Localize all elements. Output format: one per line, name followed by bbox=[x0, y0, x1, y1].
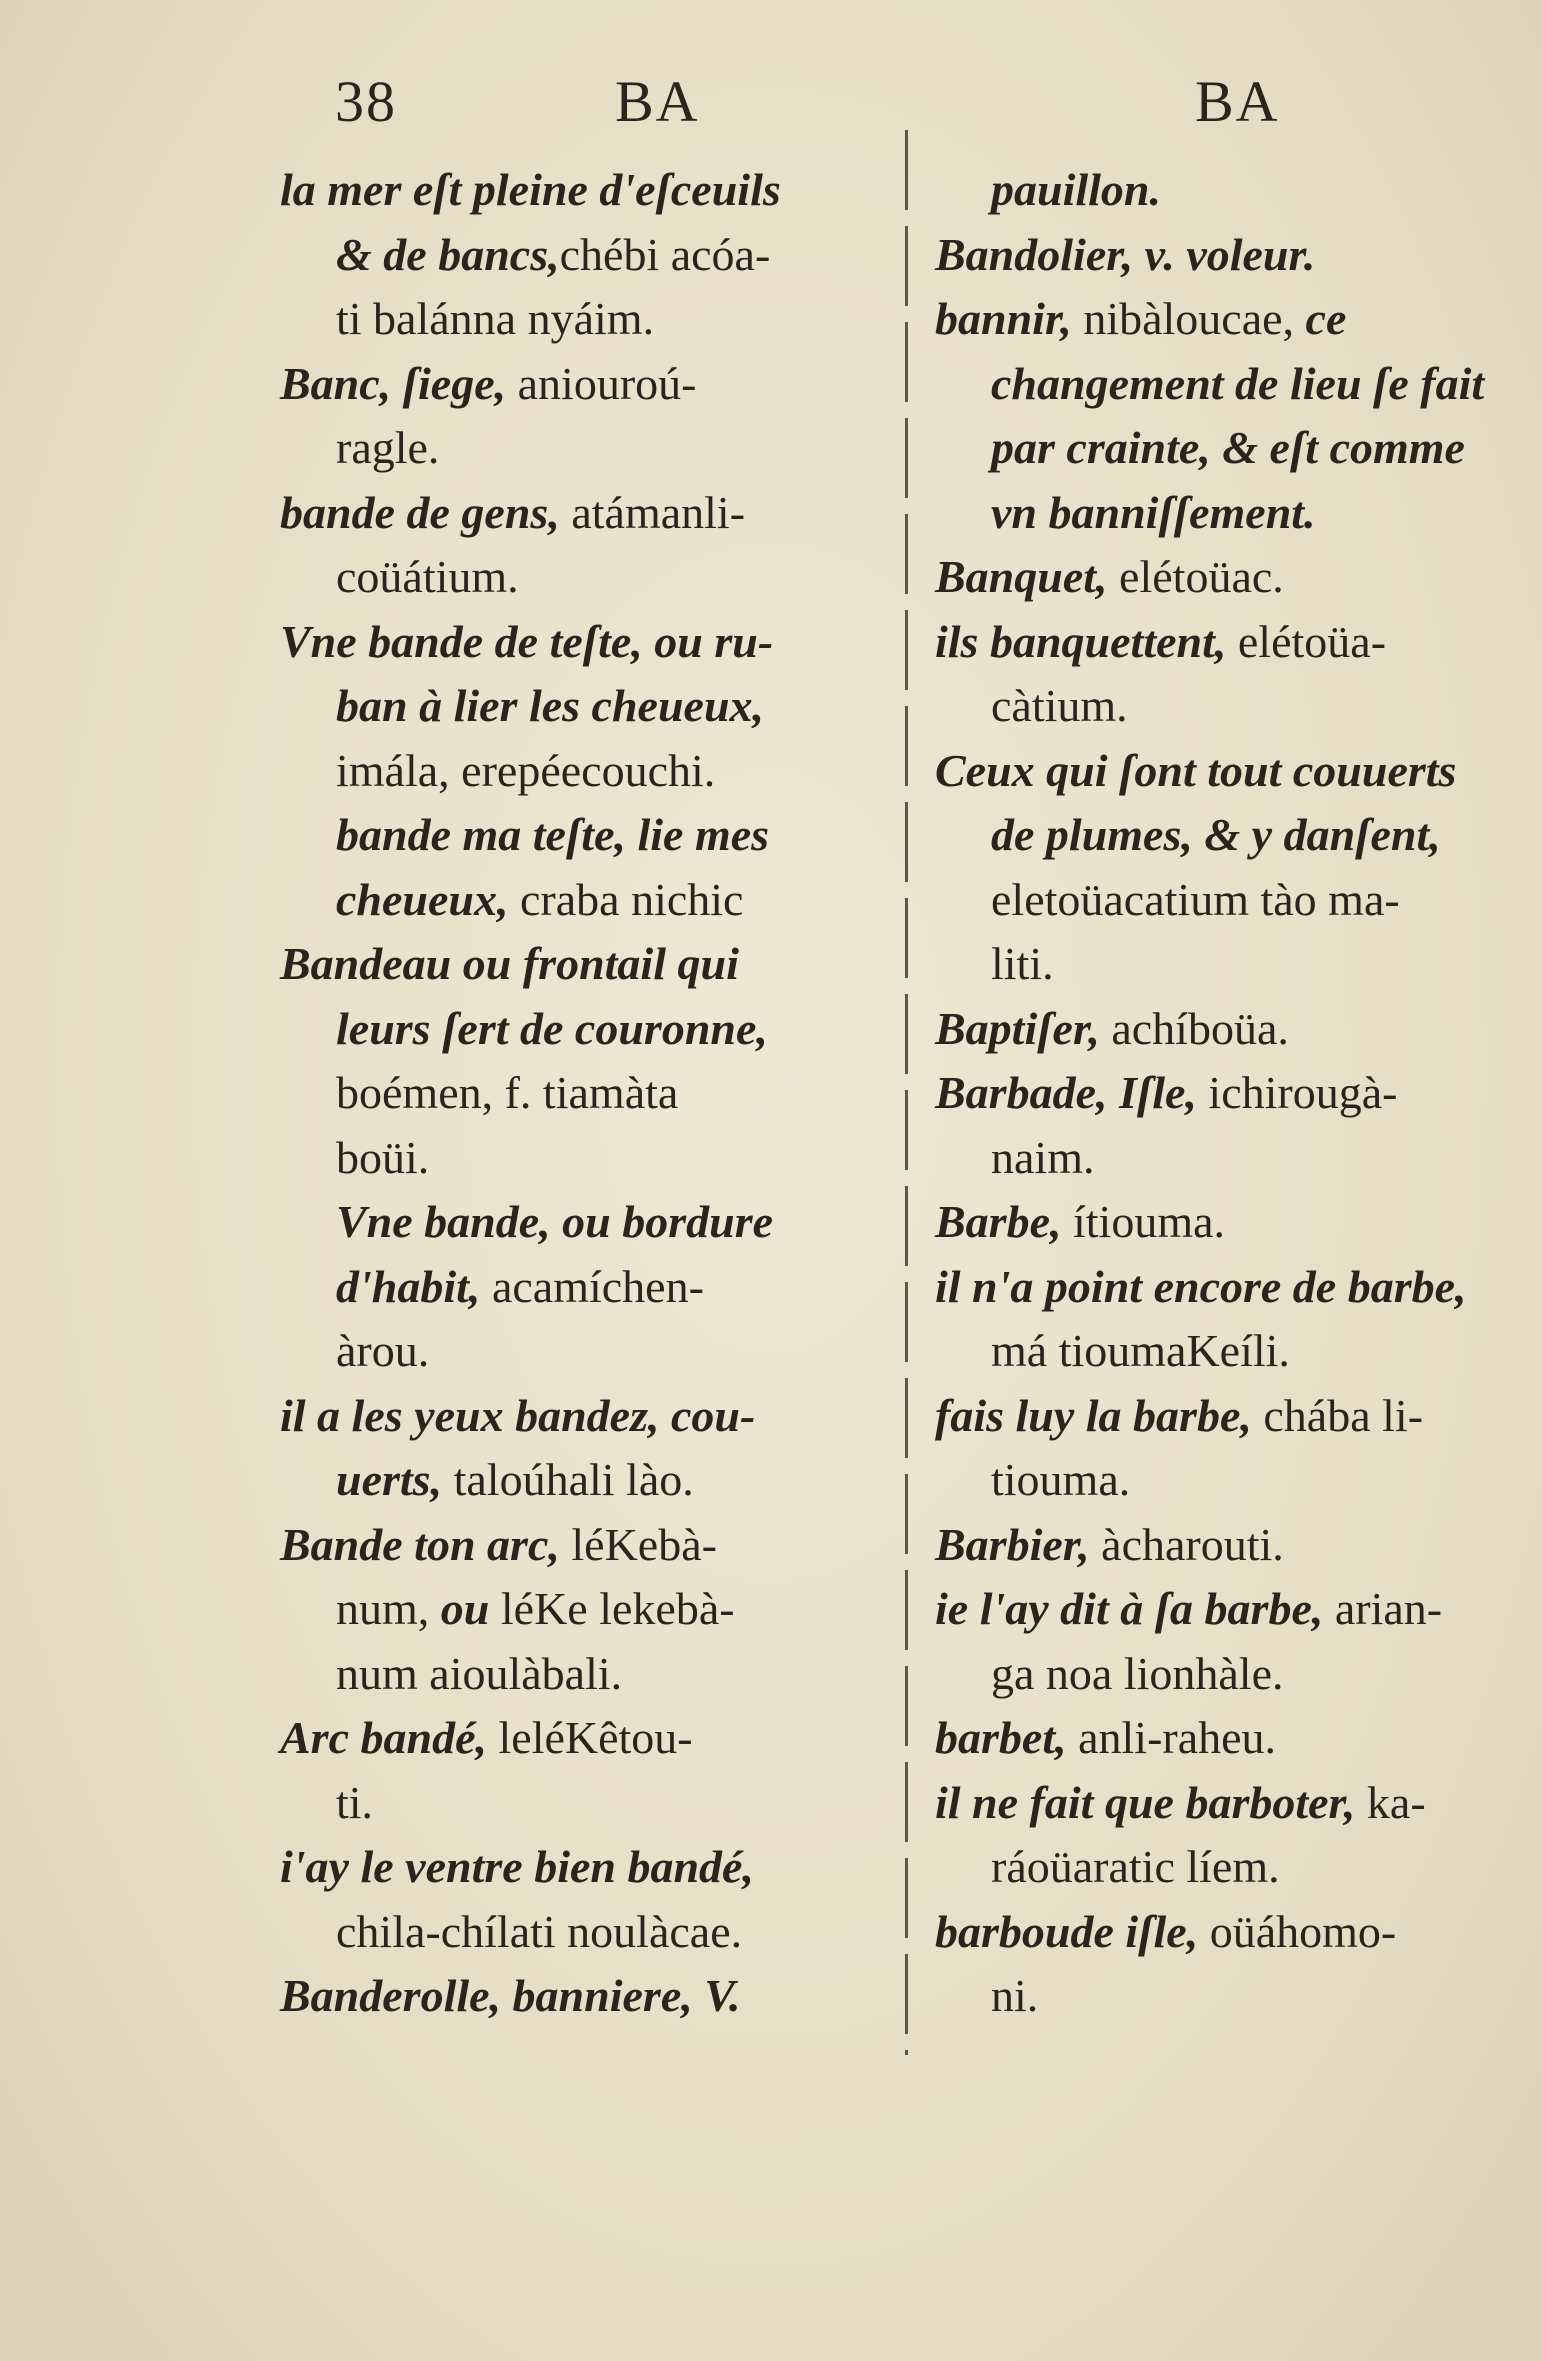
left-column-line bbox=[280, 287, 890, 352]
carib-text: chába li- bbox=[1263, 1389, 1424, 1441]
left-column-line bbox=[280, 739, 890, 804]
french-text: Bandolier, v. voleur. bbox=[935, 228, 1316, 280]
right-column-line bbox=[935, 610, 1495, 675]
carib-text: nibàloucae, bbox=[1083, 293, 1306, 344]
left-column-line bbox=[280, 416, 890, 481]
carib-text: imála, erepéecouchi. bbox=[336, 744, 716, 796]
right-column-line bbox=[935, 1642, 1495, 1707]
left-column-line bbox=[280, 1642, 890, 1707]
right-column-line bbox=[935, 803, 1495, 868]
right-column-line bbox=[935, 868, 1495, 933]
right-column-line bbox=[935, 352, 1495, 417]
left-column-line bbox=[280, 1513, 890, 1578]
left-column-line bbox=[280, 1964, 890, 2029]
right-column bbox=[935, 158, 1495, 2029]
left-column-line bbox=[280, 352, 890, 417]
french-text: barboude iſle, bbox=[935, 1905, 1210, 1957]
right-column-line bbox=[935, 1255, 1495, 1320]
french-text: bande ma teſte, lie mes bbox=[336, 809, 770, 860]
left-column-line bbox=[280, 803, 890, 868]
french-text: ce bbox=[1305, 293, 1347, 344]
left-column bbox=[280, 158, 890, 2029]
left-column-line bbox=[280, 1061, 890, 1126]
french-text: bannir, bbox=[935, 293, 1084, 344]
carib-text: ráoüaratic líem. bbox=[991, 1841, 1280, 1892]
french-text: Banquet, bbox=[935, 551, 1120, 602]
left-column-line bbox=[280, 1706, 890, 1771]
french-text: & de bancs, bbox=[336, 228, 560, 280]
left-column-line bbox=[280, 1577, 890, 1642]
french-text: par crainte, & eſt comme bbox=[991, 422, 1465, 473]
right-column-line bbox=[935, 223, 1495, 288]
right-column-line bbox=[935, 1061, 1495, 1126]
french-text: barbet, bbox=[935, 1712, 1079, 1763]
left-column-line bbox=[280, 610, 890, 675]
carib-text: tiouma. bbox=[991, 1454, 1131, 1505]
right-column-line bbox=[935, 1771, 1495, 1836]
french-text: vn banniſſement. bbox=[991, 486, 1316, 538]
carib-text: coüátium. bbox=[336, 551, 519, 602]
carib-text: boémen, f. tiamàta bbox=[336, 1067, 679, 1118]
left-column-line bbox=[280, 1835, 890, 1900]
right-column-head: BA bbox=[1195, 69, 1280, 134]
right-column-line bbox=[935, 481, 1495, 546]
french-text: la mer eſt pleine d'eſceuils bbox=[280, 164, 781, 215]
left-column-line bbox=[280, 674, 890, 739]
column-divider bbox=[905, 130, 908, 2055]
right-column-line bbox=[935, 1706, 1495, 1771]
carib-text: má tioumaKeíli. bbox=[991, 1325, 1290, 1376]
left-column-line bbox=[280, 158, 890, 223]
french-text: Bandeau ou frontail qui bbox=[280, 938, 739, 989]
french-text: d'habit, bbox=[336, 1260, 492, 1312]
carib-text: ti balánna nyáim. bbox=[336, 293, 655, 344]
left-column-line bbox=[280, 1126, 890, 1191]
french-text: changement de lieu ſe fait bbox=[991, 357, 1485, 409]
french-text: Bande ton arc, bbox=[280, 1518, 572, 1570]
left-column-line bbox=[280, 1255, 890, 1320]
french-text: ou bbox=[440, 1583, 501, 1634]
french-text: il a les yeux bandez, cou- bbox=[280, 1389, 756, 1441]
left-column-line bbox=[280, 1319, 890, 1384]
right-column-line bbox=[935, 1577, 1495, 1642]
carib-text: leléKêtou- bbox=[498, 1712, 693, 1763]
right-column-line bbox=[935, 158, 1495, 223]
french-text: ie l'ay dit à ſa barbe, bbox=[935, 1583, 1335, 1634]
carib-text: num aioulàbali. bbox=[336, 1647, 623, 1699]
carib-text: anli-raheu. bbox=[1078, 1712, 1277, 1763]
right-column-line bbox=[935, 287, 1495, 352]
carib-text: àcharouti. bbox=[1101, 1518, 1284, 1570]
french-text: uerts, bbox=[336, 1454, 454, 1505]
french-text: Barbier, bbox=[935, 1518, 1102, 1570]
french-text: Barbade, Iſle, bbox=[935, 1067, 1209, 1118]
left-column-line bbox=[280, 1448, 890, 1513]
right-column-line bbox=[935, 1190, 1495, 1255]
french-text: fais luy la barbe, bbox=[935, 1389, 1264, 1441]
left-column-line bbox=[280, 481, 890, 546]
right-column-line bbox=[935, 416, 1495, 481]
french-text: pauillon. bbox=[991, 164, 1162, 215]
right-column-line bbox=[935, 1835, 1495, 1900]
left-column-line bbox=[280, 1384, 890, 1449]
left-column-line bbox=[280, 1190, 890, 1255]
page-number: 38 bbox=[335, 69, 397, 134]
right-column-line bbox=[935, 1126, 1495, 1191]
carib-text: léKebà- bbox=[571, 1518, 717, 1570]
french-text: Ceux qui ſont tout couuerts bbox=[935, 744, 1457, 796]
carib-text: léKe lekebà- bbox=[500, 1583, 735, 1634]
carib-text: ti. bbox=[336, 1776, 374, 1828]
french-text: Arc bandé, bbox=[280, 1712, 499, 1763]
carib-text: elétoüa- bbox=[1237, 615, 1387, 667]
right-column-line bbox=[935, 545, 1495, 610]
french-text: bande de gens, bbox=[280, 486, 572, 538]
carib-text: ítiouma. bbox=[1073, 1196, 1226, 1247]
right-column-line bbox=[935, 1448, 1495, 1513]
right-column-line bbox=[935, 997, 1495, 1062]
right-column-line bbox=[935, 674, 1495, 739]
left-column-line bbox=[280, 1771, 890, 1836]
carib-text: ichirougà- bbox=[1208, 1067, 1398, 1118]
carib-text: chila-chílati noulàcae. bbox=[336, 1905, 743, 1957]
french-text: Banc, ſiege, bbox=[280, 357, 518, 409]
right-column-line bbox=[935, 1319, 1495, 1384]
carib-text: arian- bbox=[1334, 1583, 1443, 1634]
right-column-line bbox=[935, 739, 1495, 804]
left-column-line bbox=[280, 223, 890, 288]
carib-text: chébi acóa- bbox=[559, 228, 771, 280]
carib-text: liti. bbox=[991, 938, 1054, 989]
french-text: de plumes, & y danſent, bbox=[991, 809, 1441, 860]
french-text: cheueux, bbox=[336, 873, 520, 925]
carib-text: craba nichic bbox=[520, 873, 744, 925]
carib-text: eletoüacatium tào ma- bbox=[991, 873, 1400, 925]
carib-text: oüáhomo- bbox=[1209, 1905, 1397, 1957]
running-header bbox=[0, 68, 1542, 148]
french-text: Vne bande de teſte, ou ru- bbox=[280, 615, 774, 667]
carib-text: àrou. bbox=[336, 1325, 430, 1376]
carib-text: num, bbox=[336, 1583, 441, 1634]
french-text: Banderolle, banniere, V. bbox=[280, 1970, 741, 2021]
french-text: ban à lier les cheueux, bbox=[336, 680, 765, 731]
right-column-line bbox=[935, 1964, 1495, 2029]
right-column-line bbox=[935, 932, 1495, 997]
carib-text: ni. bbox=[991, 1970, 1039, 2021]
left-column-head: BA bbox=[615, 69, 700, 134]
french-text: Barbe, bbox=[935, 1196, 1073, 1247]
carib-text: aniouroú- bbox=[517, 357, 697, 409]
carib-text: ka- bbox=[1366, 1776, 1426, 1828]
carib-text: elétoüac. bbox=[1119, 551, 1284, 602]
french-text: Baptiſer, bbox=[935, 1002, 1112, 1054]
left-column-line bbox=[280, 868, 890, 933]
right-column-line bbox=[935, 1513, 1495, 1578]
carib-text: boüi. bbox=[336, 1131, 430, 1183]
french-text: leurs ſert de couronne, bbox=[336, 1002, 768, 1054]
french-text: il ne fait que barboter, bbox=[935, 1776, 1367, 1828]
left-column-line bbox=[280, 545, 890, 610]
carib-text: càtium. bbox=[991, 680, 1128, 731]
french-text: i'ay le ventre bien bandé, bbox=[280, 1841, 754, 1892]
carib-text: atámanli- bbox=[571, 486, 746, 538]
left-column-line bbox=[280, 1900, 890, 1965]
french-text: il n'a point encore de barbe, bbox=[935, 1260, 1467, 1312]
left-column-line bbox=[280, 997, 890, 1062]
carib-text: taloúhali lào. bbox=[453, 1454, 694, 1505]
carib-text: ragle. bbox=[336, 422, 440, 473]
french-text: Vne bande, ou bordure bbox=[336, 1196, 774, 1247]
right-column-line bbox=[935, 1900, 1495, 1965]
carib-text: achíboüa. bbox=[1111, 1002, 1289, 1054]
carib-text: naim. bbox=[991, 1131, 1095, 1183]
right-column-line bbox=[935, 1384, 1495, 1449]
french-text: ils banquettent, bbox=[935, 615, 1238, 667]
carib-text: acamíchen- bbox=[491, 1260, 704, 1312]
carib-text: ga noa lionhàle. bbox=[991, 1647, 1284, 1699]
left-column-line bbox=[280, 932, 890, 997]
